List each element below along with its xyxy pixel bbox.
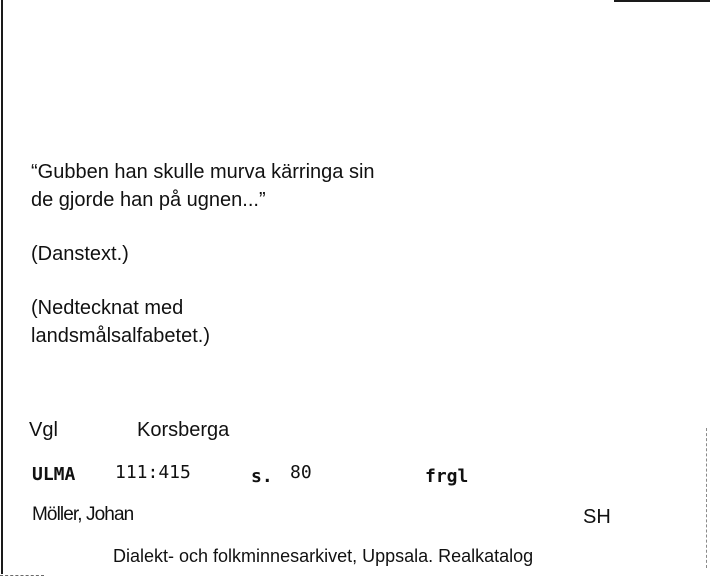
recorder-name: Möller, Johan xyxy=(32,504,134,525)
card-right-edge xyxy=(706,428,708,568)
quote-line-2: de gjorde han på ugnen...” xyxy=(31,189,266,211)
initials: SH xyxy=(583,506,611,528)
card-left-edge xyxy=(1,0,3,574)
category-code: frgl xyxy=(425,466,469,487)
page-number: 80 xyxy=(290,462,312,483)
quote-line-1: “Gubben han skulle murva kärringa sin xyxy=(31,161,375,183)
archive-footer: Dialekt- och folkminnesarkivet, Uppsala. Realkatalog xyxy=(113,546,534,566)
archive-code: ULMA xyxy=(32,464,76,485)
province-code: Vgl xyxy=(29,419,58,441)
archive-number: 111:415 xyxy=(115,462,191,483)
note-transcription-line-2: landsmålsalfabetet.) xyxy=(31,325,210,347)
card-top-edge xyxy=(614,0,710,2)
page-label: s. xyxy=(251,466,273,487)
place-name: Korsberga xyxy=(137,419,230,441)
card-bottom-edge xyxy=(0,575,44,577)
note-transcription-line-1: (Nedtecknat med xyxy=(31,297,184,319)
note-dance-text: (Danstext.) xyxy=(31,243,129,265)
